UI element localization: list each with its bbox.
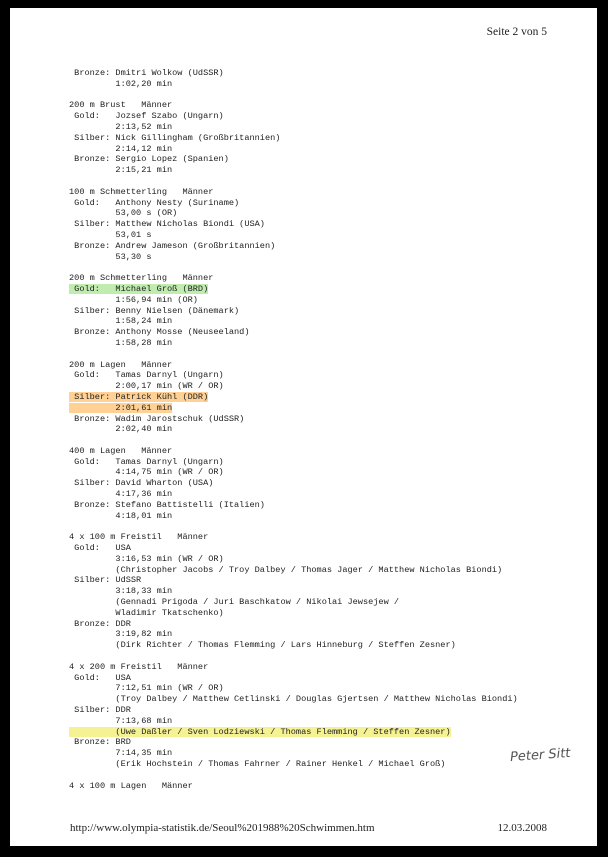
line-spacer: [69, 435, 589, 446]
result-line-text: Bronze: Stefano Battistelli (Italien): [69, 499, 265, 510]
result-line: [69, 316, 589, 327]
result-line: [69, 662, 589, 673]
result-line: [69, 694, 589, 705]
result-line: [69, 500, 589, 511]
result-line-text: 1:56,94 min (OR): [69, 294, 198, 305]
result-line-text: Bronze: Andrew Jameson (Großbritannien): [69, 240, 276, 251]
result-line-text: 4:14,75 min (WR / OR): [69, 467, 224, 478]
result-line-text: 200 m Lagen Männer: [69, 359, 173, 370]
result-line: [69, 629, 589, 640]
result-line-text: 4 x 100 m Lagen Männer: [69, 780, 193, 791]
result-line-text: 7:13,68 min: [69, 715, 173, 726]
result-line-text: 53,30 s: [69, 251, 152, 262]
result-line-text: Silber: Patrick Kühl (DDR): [69, 391, 209, 402]
result-line: [69, 252, 589, 263]
result-line: [69, 716, 589, 727]
result-line-text: Gold: Michael Groß (BRD): [69, 283, 209, 294]
result-line: [69, 284, 589, 295]
result-line: [69, 467, 589, 478]
result-line: [69, 781, 589, 792]
result-line: [69, 511, 589, 522]
result-line-text: Silber: UdSSR: [69, 575, 142, 586]
result-line: [69, 187, 589, 198]
result-line-text: 3:19,82 min: [69, 629, 173, 640]
result-line: [69, 198, 589, 209]
result-line: [69, 478, 589, 489]
line-spacer: [69, 651, 589, 662]
result-line-text: Gold: Anthony Nesty (Suriname): [69, 197, 240, 208]
result-line: [69, 100, 589, 111]
result-line-text: 3:18,33 min: [69, 586, 173, 597]
result-line-text: (Uwe Daßler / Sven Lodziewski / Thomas Flemming / Steffen Zesner): [69, 726, 451, 737]
result-line: [69, 68, 589, 79]
result-line: [69, 457, 589, 468]
result-line-text: 4 x 200 m Freistil Männer: [69, 661, 209, 672]
result-line: [69, 705, 589, 716]
result-line: [69, 133, 589, 144]
result-line-text: Gold: Jozsef Szabo (Ungarn): [69, 111, 224, 122]
result-line: [69, 532, 589, 543]
result-line: [69, 575, 589, 586]
result-line: [69, 144, 589, 155]
result-line: [69, 727, 589, 738]
result-line-text: 2:14,12 min: [69, 143, 173, 154]
result-line: [69, 165, 589, 176]
result-line-text: 2:00,17 min (WR / OR): [69, 381, 224, 392]
result-line: [69, 219, 589, 230]
result-line-text: (Dirk Richter / Thomas Flemming / Lars Hinneburg / Steffen Zesner): [69, 640, 456, 651]
result-line-text: (Christopher Jacobs / Troy Dalbey / Thomas Jager / Matthew Nicholas Biondi): [69, 564, 503, 575]
result-line: [69, 586, 589, 597]
result-line-text: Silber: Matthew Nicholas Biondi (USA): [69, 219, 265, 230]
result-line-text: Bronze: Dmitri Wolkow (UdSSR): [69, 68, 224, 78]
line-spacer: [69, 262, 589, 273]
results-list: [69, 68, 589, 791]
result-line-text: Gold: USA: [69, 543, 131, 554]
result-line-text: Silber: DDR: [69, 705, 131, 716]
result-line-text: (Troy Dalbey / Matthew Cetlinski / Douglas Gjertsen / Matthew Nicholas Biondi): [69, 694, 518, 705]
line-spacer: [69, 770, 589, 781]
result-line-text-highlighted: Bronze: BRD: [69, 737, 131, 748]
line-spacer: [69, 90, 589, 101]
line-spacer: [69, 349, 589, 360]
result-line: [69, 208, 589, 219]
result-line: [69, 597, 589, 608]
result-line: [69, 241, 589, 252]
result-line: [69, 122, 589, 133]
result-line-text: 4 x 100 m Freistil Männer: [69, 532, 209, 543]
result-line-text: Wladimir Tkatschenko): [69, 607, 224, 618]
handwritten-signature: Peter Sitt: [509, 745, 571, 766]
result-line: [69, 446, 589, 457]
result-line-text: 100 m Schmetterling Männer: [69, 186, 214, 197]
result-line: [69, 554, 589, 565]
result-line-text: Bronze: Anthony Mosse (Neuseeland): [69, 327, 250, 338]
result-line-text: 3:16,53 min (WR / OR): [69, 553, 224, 564]
result-line: [69, 414, 589, 425]
footer-url: http://www.olympia-statistik.de/Seoul%201988%20Schwimmen.htm: [70, 822, 375, 834]
result-line-text: 1:58,28 min: [69, 337, 173, 348]
result-line-text: (Gennadi Prigoda / Juri Baschkatow / Nikolai Jewsejew /: [69, 597, 400, 608]
result-line: [69, 543, 589, 554]
result-line: [69, 338, 589, 349]
result-line-text: 400 m Lagen Männer: [69, 445, 173, 456]
result-line-text: Bronze: Wadim Jarostschuk (UdSSR): [69, 413, 245, 424]
result-line: [69, 306, 589, 317]
result-line: [69, 737, 589, 748]
result-line: [69, 327, 589, 338]
result-line: [69, 424, 589, 435]
result-line-text: 200 m Schmetterling Männer: [69, 273, 214, 284]
result-line: [69, 154, 589, 165]
result-line-text: 4:17,36 min: [69, 489, 173, 500]
result-line-text: 53,00 s (OR): [69, 208, 178, 219]
result-line-text: 1:58,24 min: [69, 316, 173, 327]
result-line: [69, 619, 589, 630]
result-line: [69, 392, 589, 403]
result-line: [69, 565, 589, 576]
line-spacer: [69, 521, 589, 532]
result-line-text: Silber: David Wharton (USA): [69, 478, 214, 489]
result-line-text: Bronze: Sergio Lopez (Spanien): [69, 154, 229, 165]
document-page: [10, 8, 597, 846]
footer-date: 12.03.2008: [497, 822, 547, 834]
result-line-text: 53,01 s: [69, 229, 152, 240]
result-line-text: Gold: USA: [69, 672, 131, 683]
result-line: [69, 403, 589, 414]
result-line-text: 4:18,01 min: [69, 510, 173, 521]
result-line-text: Silber: Benny Nielsen (Dänemark): [69, 305, 240, 316]
result-line-text: 2:13,52 min: [69, 121, 173, 132]
line-spacer: [69, 176, 589, 187]
result-line: [69, 640, 589, 651]
result-line-text: Silber: Nick Gillingham (Großbritannien): [69, 132, 281, 143]
result-line-text: Bronze: DDR: [69, 618, 131, 629]
result-line-text: (Erik Hochstein / Thomas Fahrner / Rainer Henkel / Michael Groß): [69, 759, 446, 769]
result-line-text: 2:15,21 min: [69, 165, 173, 176]
result-line: [69, 295, 589, 306]
result-line: [69, 489, 589, 500]
result-line-text: 1:02,20 min: [69, 78, 173, 89]
result-line-text: 7:14,35 min: [69, 748, 173, 759]
result-line: [69, 683, 589, 694]
result-line: [69, 111, 589, 122]
result-line-text: 200 m Brust Männer: [69, 100, 173, 111]
result-line-text: 7:12,51 min (WR / OR): [69, 683, 224, 694]
result-line-text: Gold: Tamas Darnyl (Ungarn): [69, 456, 224, 467]
result-line: [69, 273, 589, 284]
result-line: [69, 79, 589, 90]
result-line-text: Gold: Tamas Darnyl (Ungarn): [69, 370, 224, 381]
result-line: [69, 230, 589, 241]
result-line: [69, 608, 589, 619]
result-line: [69, 370, 589, 381]
result-line: [69, 360, 589, 371]
result-line: [69, 381, 589, 392]
result-line-text: 2:02,40 min: [69, 424, 173, 435]
result-line: [69, 673, 589, 684]
page-indicator: Seite 2 von 5: [486, 26, 547, 38]
result-line-text: 2:01,61 min: [69, 402, 173, 413]
